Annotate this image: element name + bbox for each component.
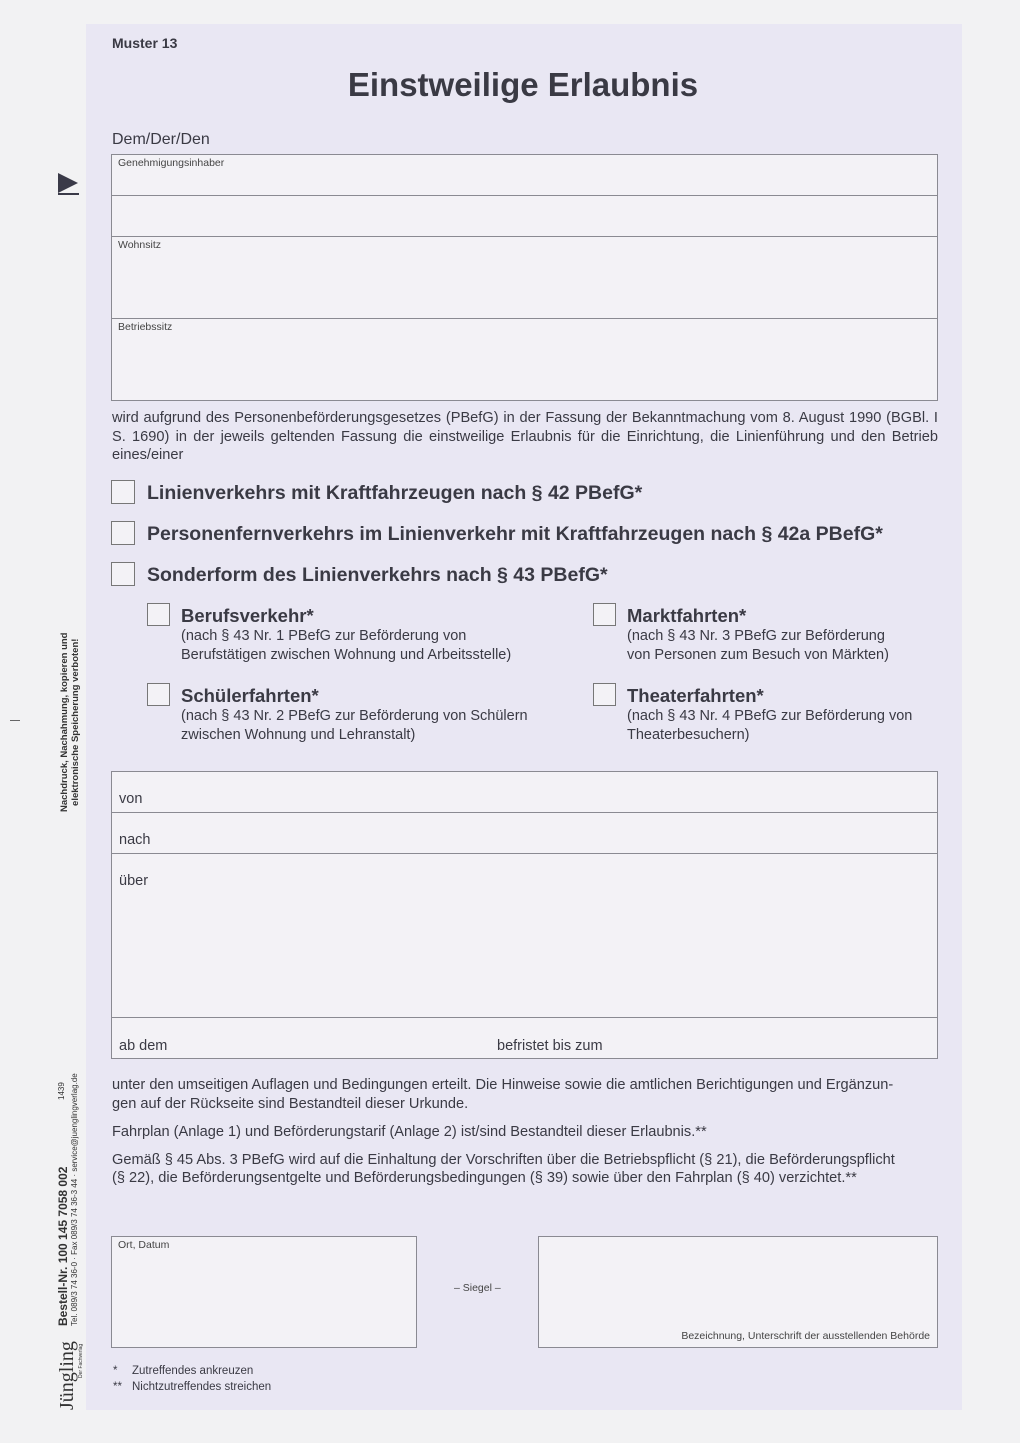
checkbox-option-3[interactable] bbox=[111, 562, 135, 586]
checkbox-theaterfahrten[interactable] bbox=[593, 683, 616, 706]
marker-triangle-icon bbox=[58, 173, 78, 193]
conditions-text: gen auf der Rückseite sind Bestandteil dieser Urkunde. bbox=[112, 1095, 469, 1112]
form-code: 1439 bbox=[57, 1082, 66, 1100]
conditions-text: unter den umseitigen Auflagen und Bedingungen erteilt. Die Hinweise sowie die amtlichen Berichtigungen und Ergänzun- bbox=[112, 1077, 894, 1093]
schuelerfahrten-desc: (nach § 43 Nr. 2 PBefG zur Beförderung von Schülern bbox=[181, 708, 528, 724]
until-date-label: befristet bis zum bbox=[497, 1038, 603, 1054]
copyright-line: elektronische Speicherung verboten! bbox=[70, 638, 81, 806]
place-date-label: Ort, Datum bbox=[118, 1239, 170, 1251]
addressee-label: Dem/Der/Den bbox=[112, 131, 210, 148]
form-id: Muster 13 bbox=[112, 35, 178, 51]
checkbox-option-1[interactable] bbox=[111, 480, 135, 504]
theaterfahrten-desc: (nach § 43 Nr. 4 PBefG zur Beförderung von bbox=[627, 708, 913, 724]
footnote-text: Zutreffendes ankreuzen bbox=[132, 1365, 254, 1377]
berufsverkehr-desc: Berufstätigen zwischen Wohnung und Arbeitsstelle) bbox=[181, 647, 512, 663]
fold-mark bbox=[10, 720, 20, 721]
checkbox-option-2[interactable] bbox=[111, 521, 135, 545]
option-2-label: Personenfernverkehrs im Linienverkehr mit Kraftfahrzeugen nach § 42a PBefG* bbox=[147, 523, 883, 545]
holder-box[interactable] bbox=[111, 154, 938, 401]
order-number: Bestell-Nr. 100 145 7058 002 bbox=[56, 1166, 70, 1326]
to-label: nach bbox=[119, 832, 151, 848]
marker-line bbox=[58, 193, 79, 195]
seal-label: – Siegel – bbox=[454, 1282, 501, 1294]
marktfahrten-desc: von Personen zum Besuch von Märkten) bbox=[627, 647, 889, 663]
business-seat-label: Betriebssitz bbox=[118, 321, 173, 333]
intro-text: wird aufgrund des Personenbeförderungsgesetzes (PBefG) in der Fassung der Bekanntmachung vom 8. August 1990 (BGBl. I S. 1690) in der jeweils geltenden Fassung die einstweilige Erlaubnis für die Einrichtung, die Linienführung und den Betrieb eines/einer bbox=[112, 410, 938, 463]
marktfahrten-label: Marktfahrten* bbox=[627, 605, 747, 626]
schuelerfahrten-label: Schülerfahrten* bbox=[181, 685, 319, 706]
page-title: Einstweilige Erlaubnis bbox=[347, 66, 699, 103]
berufsverkehr-desc: (nach § 43 Nr. 1 PBefG zur Beförderung von bbox=[181, 628, 467, 644]
publisher-sub: Der Fachverlag bbox=[78, 1343, 84, 1378]
option-3-label: Sonderform des Linienverkehrs nach § 43 PBefG* bbox=[147, 564, 608, 586]
holder-label: Genehmigungsinhaber bbox=[118, 157, 225, 169]
checkbox-marktfahrten[interactable] bbox=[593, 603, 616, 626]
waiver-text: (§ 22), die Beförderungsentgelte und Beförderungsbedingungen (§ 39) sowie über den Fahrplan (§ 40) verzichtet.** bbox=[112, 1170, 857, 1186]
marktfahrten-desc: (nach § 43 Nr. 3 PBefG zur Beförderung bbox=[627, 628, 885, 644]
footnote-text: Nichtzutreffendes streichen bbox=[132, 1381, 272, 1393]
theaterfahrten-label: Theaterfahrten* bbox=[627, 685, 764, 706]
authority-label: Bezeichnung, Unterschrift der ausstellenden Behörde bbox=[681, 1330, 930, 1342]
from-label: von bbox=[119, 791, 143, 807]
option-1-label: Linienverkehrs mit Kraftfahrzeugen nach § 42 PBefG* bbox=[147, 482, 643, 504]
checkbox-berufsverkehr[interactable] bbox=[147, 603, 170, 626]
theaterfahrten-desc: Theaterbesuchern) bbox=[627, 727, 750, 743]
contact-info: Tel. 089/3 74 36-0 · Fax 089/3 74 36-3 44 · service@juenglingverlag.de bbox=[70, 1073, 79, 1326]
footnote-mark: ** bbox=[113, 1381, 122, 1393]
copyright-notice bbox=[59, 633, 81, 812]
checkbox-schuelerfahrten[interactable] bbox=[147, 683, 170, 706]
footnote-mark: * bbox=[113, 1365, 118, 1377]
start-date-label: ab dem bbox=[119, 1038, 168, 1054]
place-date-box[interactable] bbox=[111, 1236, 417, 1348]
via-label: über bbox=[119, 873, 149, 889]
publisher-logo: Jüngling bbox=[56, 1341, 78, 1410]
residence-label: Wohnsitz bbox=[118, 239, 161, 251]
copyright-line: Nachdruck, Nachahmung, kopieren und bbox=[59, 632, 70, 812]
timetable-text: Fahrplan (Anlage 1) und Beförderungstarif (Anlage 2) ist/sind Bestandteil dieser Erlaubnis.** bbox=[112, 1124, 707, 1140]
schuelerfahrten-desc: zwischen Wohnung und Lehranstalt) bbox=[181, 727, 416, 743]
waiver-text: Gemäß § 45 Abs. 3 PBefG wird auf die Einhaltung der Vorschriften über die Betriebspflicht (§ 21), die Beförderungspflicht bbox=[112, 1151, 895, 1168]
berufsverkehr-label: Berufsverkehr* bbox=[181, 605, 314, 626]
route-box[interactable] bbox=[111, 771, 938, 1059]
authority-signature-box[interactable] bbox=[538, 1236, 938, 1348]
